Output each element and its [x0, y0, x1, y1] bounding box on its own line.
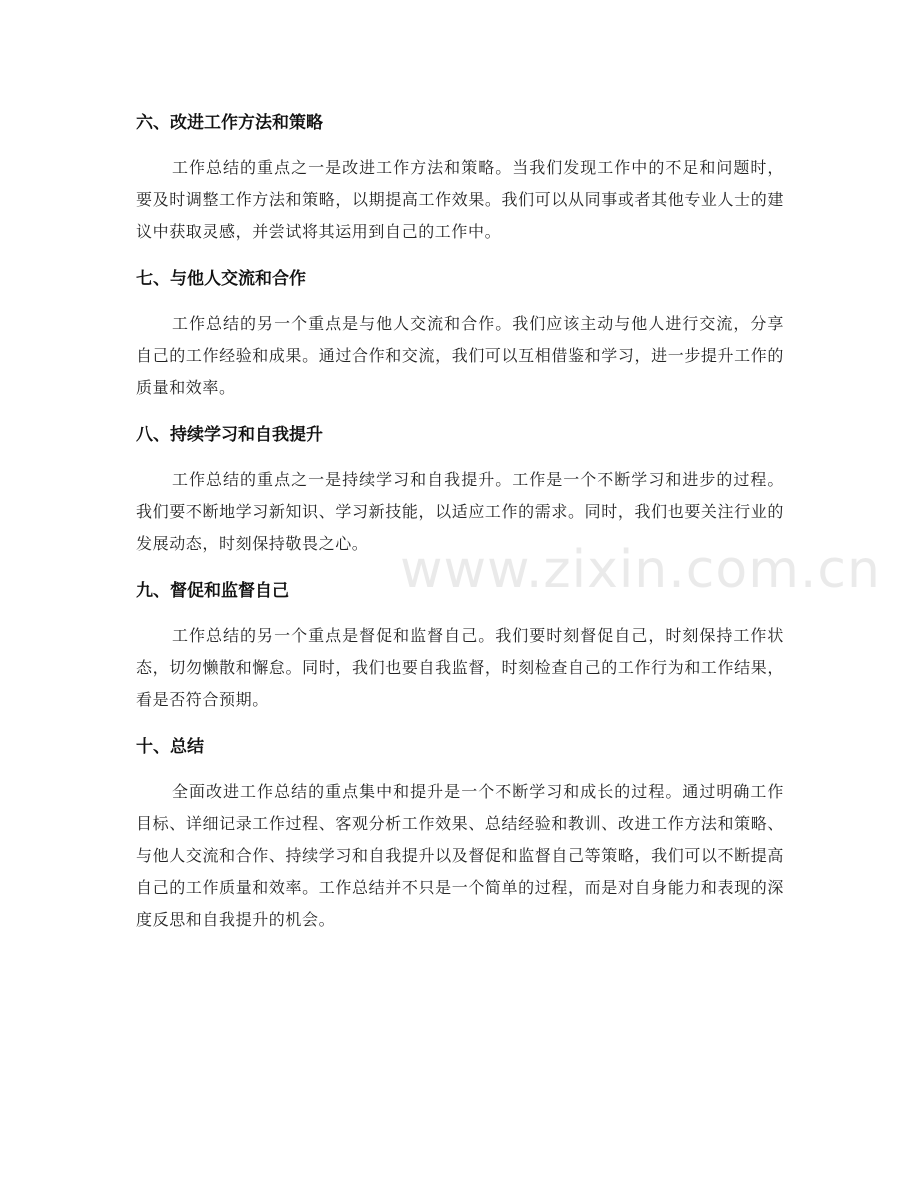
section-heading: 七、与他人交流和合作 — [136, 269, 306, 289]
section-6 — [136, 104, 784, 248]
section-8 — [136, 416, 784, 560]
section-heading: 六、改进工作方法和策略 — [136, 113, 323, 133]
section-heading: 十、总结 — [136, 737, 204, 757]
section-paragraph: 工作总结的另一个重点是与他人交流和合作。我们应该主动与他人进行交流，分享自己的工作经验和成果。通过合作和交流，我们可以互相借鉴和学习，进一步提升工作的质量和效率。 — [136, 314, 784, 397]
section-paragraph: 工作总结的重点之一是改进工作方法和策略。当我们发现工作中的不足和问题时，要及时调整工作方法和策略，以期提高工作效果。我们可以从同事或者其他专业人士的建议中获取灵感，并尝试将其运用到自己的工作中。 — [136, 158, 784, 241]
section-10 — [136, 728, 784, 936]
watermark: www.zixin.com.cn — [400, 540, 881, 600]
document-page — [136, 104, 784, 948]
section-paragraph: 全面改进工作总结的重点集中和提升是一个不断学习和成长的过程。通过明确工作目标、详细记录工作过程、客观分析工作效果、总结经验和教训、改进工作方法和策略、与他人交流和合作、持续学习和自我提升以及督促和监督自己等策略，我们可以不断提高自己的工作质量和效率。工作总结并不只是一个简单的过程，而是对自身能力和表现的深度反思和自我提升的机会。 — [136, 782, 784, 929]
section-heading: 八、持续学习和自我提升 — [136, 425, 323, 445]
section-7 — [136, 260, 784, 404]
section-9 — [136, 572, 784, 716]
section-heading: 九、督促和监督自己 — [136, 581, 289, 601]
section-paragraph: 工作总结的另一个重点是督促和监督自己。我们要时刻督促自己，时刻保持工作状态，切勿懒散和懈怠。同时，我们也要自我监督，时刻检查自己的工作行为和工作结果，看是否符合预期。 — [136, 626, 784, 709]
section-paragraph: 工作总结的重点之一是持续学习和自我提升。工作是一个不断学习和进步的过程。我们要不断地学习新知识、学习新技能，以适应工作的需求。同时，我们也要关注行业的发展动态，时刻保持敬畏之心。 — [136, 470, 784, 553]
